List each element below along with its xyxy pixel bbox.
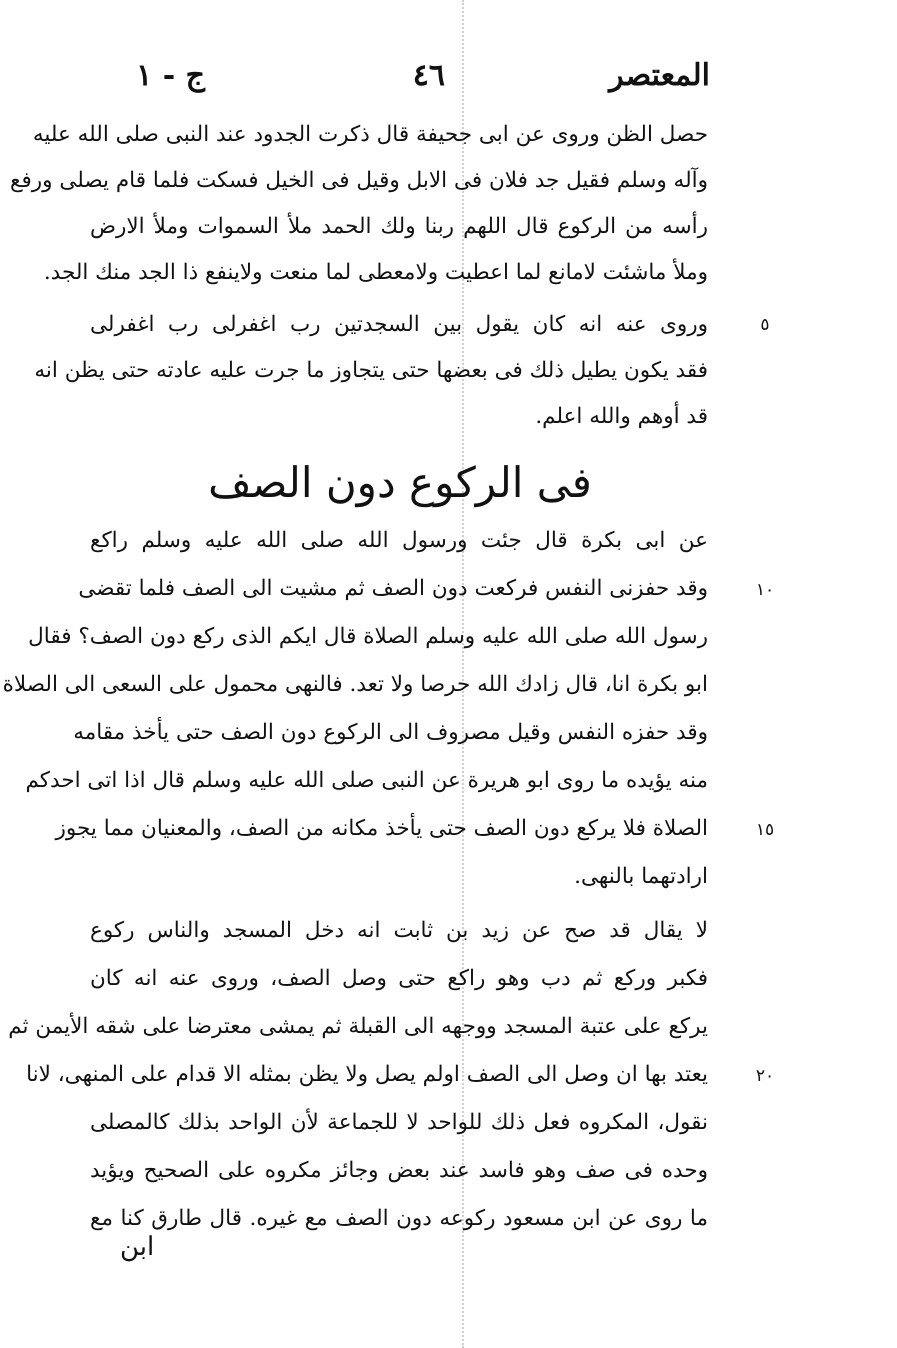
text-line: منه يؤيده ما روى ابو هريرة عن النبى صلى الله عليه وسلم قال اذا اتى احدكم xyxy=(25,768,708,793)
page-header xyxy=(100,58,710,108)
text-line: وقد حفزنى النفس فركعت دون الصف ثم مشيت الى الصف فلما تقضى xyxy=(78,576,708,601)
catchword: ابن xyxy=(120,1232,155,1262)
text-line: يعتد بها ان وصل الى الصف اولم يصل ولا يظن بمثله الا قدام على المنهى، لانا xyxy=(26,1062,708,1087)
text-line: عن ابى بكرة قال جئت ورسول الله صلى الله عليه وسلم راكع xyxy=(90,528,708,553)
text-line: وحده فى صف وهو فاسد عند بعض وجائز مكروه على الصحيح ويؤيد xyxy=(90,1158,708,1183)
page-number: ٤٦ xyxy=(412,58,445,93)
line-number: ٥ xyxy=(760,315,770,335)
text-line: لا يقال قد صح عن زيد بن ثابت انه دخل المسجد والناس ركوع xyxy=(90,918,708,943)
text-line: فقد يكون يطيل ذلك فى بعضها حتى يتجاوز ما جرت عليه عادته حتى يظن انه xyxy=(34,358,708,383)
text-line: فكبر وركع ثم دب وهو راكع حتى وصل الصف، وروى عنه انه كان xyxy=(90,966,708,991)
text-line: يركع على عتبة المسجد ووجهه الى القبلة ثم يمشى معترضا على شقه الأيمن ثم xyxy=(8,1014,708,1039)
text-line: ارادتهما بالنهى. xyxy=(574,864,708,889)
text-line: نقول، المكروه فعل ذلك للواحد لا للجماعة لأن الواحد بذلك كالمصلى xyxy=(90,1110,708,1135)
text-line: رأسه من الركوع قال اللهم ربنا ولك الحمد ملأ السموات وملأ الارض xyxy=(90,214,708,239)
text-line: وملأ ماشئت لامانع لما اعطيت ولامعطى لما منعت ولاينفع ذا الجد منك الجد. xyxy=(43,260,708,285)
running-title: المعتصر xyxy=(609,58,710,93)
line-number: ١٥ xyxy=(755,820,775,840)
text-line: ما روى عن ابن مسعود ركوعه دون الصف مع غيره. قال طارق كنا مع xyxy=(90,1206,708,1231)
text-line: ابو بكرة انا، قال زادك الله حرصا ولا تعد. فالنهى محمول على السعى الى الصلاة xyxy=(2,672,708,697)
text-line: الصلاة فلا يركع دون الصف حتى يأخذ مكانه من الصف، والمعنيان مما يجوز xyxy=(55,816,708,841)
text-line: رسول الله صلى الله عليه وسلم الصلاة قال ايكم الذى ركع دون الصف؟ فقال xyxy=(28,624,708,649)
line-number: ١٠ xyxy=(755,580,775,600)
text-line: قد أوهم والله اعلم. xyxy=(535,404,708,429)
line-number: ٢٠ xyxy=(755,1066,775,1086)
text-line: حصل الظن وروى عن ابى جحيفة قال ذكرت الجدود عند النبى صلى الله عليه xyxy=(32,122,708,147)
text-line: وقد حفزه النفس وقيل مصروف الى الركوع دون الصف حتى يأخذ مقامه xyxy=(73,720,708,745)
section-heading: فى الركوع دون الصف xyxy=(208,458,592,507)
text-line: وآله وسلم فقيل جد فلان فى الابل وقيل فى الخيل فسكت فلما قام يصلى ورفع xyxy=(10,168,708,193)
text-line: وروى عنه انه كان يقول بين السجدتين رب اغفرلى رب اغفرلى xyxy=(90,312,708,337)
volume-label: ج - ١ xyxy=(136,58,205,93)
